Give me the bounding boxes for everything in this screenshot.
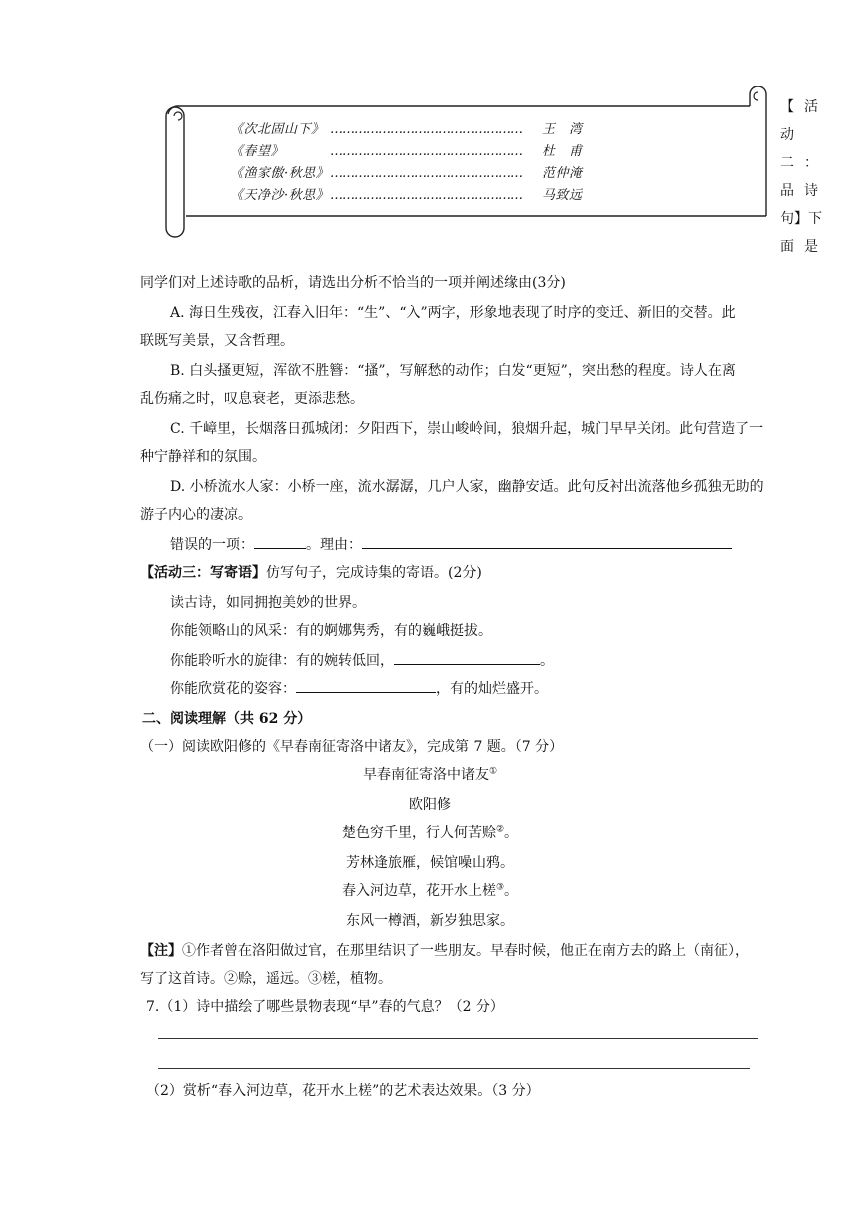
poem-author: 王 湾 [542,122,583,137]
scroll-poem-1 [230,118,583,137]
activity3-heading-text: 仿写句子，完成诗集的寄语。(2分) [266,565,482,581]
poem-author-line: 欧阳修 [409,797,451,813]
side-char: 动 [780,127,794,143]
poem-title-line [0,764,860,784]
activity3-heading [140,562,482,582]
option-d-line1: D. 小桥流水人家：小桥一座，流水潺潺，几户人家，幽静安适。此句反衬出流落他乡孤独无助的 [170,479,764,495]
side-char: 是 [804,239,818,255]
reason-answer-blank[interactable] [362,534,732,549]
line4-text: 你能欣赏花的姿容： [170,681,296,697]
scroll-poem-4 [230,184,583,203]
scroll-poem-3 [230,162,583,181]
answer-line-2[interactable] [158,1068,750,1069]
wrong-answer-row [170,534,732,554]
line3-end: 。 [540,653,554,669]
activity2-side-col2 [794,96,822,258]
poem-title: 《次北固山下》 [230,122,325,137]
side-char: 活 [804,99,818,115]
side-char: 面 [780,239,794,255]
activity3-line2: 你能领略山的风采：有的婀娜隽秀，有的巍峨挺拔。 [170,623,492,639]
poem-author: 杜 甫 [542,144,583,159]
poem-dots: ………………………………………… [330,144,522,159]
reason-label: 。理由： [306,537,362,553]
question-7-2: （2）赏析“春入河边草，花开水上槎”的艺术表达效果。（3 分） [146,1083,540,1099]
note-line1 [140,940,749,960]
poem-author: 范仲淹 [542,166,583,181]
activity3-line4 [170,678,548,698]
poem-line-2: 芳林逢旅雁，候馆噪山鸦。 [346,855,514,871]
note-text: ①作者曾在洛阳做过官，在那里结识了一些朋友。早春时候，他正在南方去的路上（南征）， [182,943,749,959]
line3-blank[interactable] [394,650,540,665]
poem-line-3 [0,880,860,900]
option-a-line2: 联既写美景，又含哲理。 [140,333,294,349]
wrong-label: 错误的一项： [170,537,254,553]
option-c-line1: C. 千嶂里，长烟落日孤城闭：夕阳西下，崇山峻岭间，狼烟升起，城门早早关闭。此句营造了一 [170,421,764,437]
option-b-line1: B. 白头搔更短，浑欲不胜簪：“搔”，写解愁的动作；白发“更短”，突出愁的程度。诗人在离 [170,363,736,379]
footnote-marker: ① [488,766,498,777]
footnote-marker: ③ [495,882,505,893]
poem-author: 马致远 [542,188,583,203]
activity2-side-col1 [780,96,794,258]
poem-text: 楚色穷千里，行人何苦赊 [341,825,496,841]
wrong-answer-blank[interactable] [254,534,306,549]
side-char: 二 [780,155,794,171]
poem-line-1 [0,822,860,842]
side-char: 】下 [794,211,822,227]
option-a-line1: A. 海日生残夜，江春入旧年：“生”、“入”两字，形象地表现了时序的变迁、新旧的交替。此 [170,305,736,321]
poem-dots: ………………………………………… [330,122,522,137]
section2-heading: 二、阅读理解（共 62 分） [142,711,312,727]
poem-dots: ………………………………………… [330,166,522,181]
activity2-intro: 同学们对上述诗歌的品析，请选出分析不恰当的一项并阐述缘由(3分) [140,275,566,291]
poem-dots: ………………………………………… [330,188,522,203]
poem-line-4: 东风一樽酒，新岁独思家。 [346,913,514,929]
poem-text: 春入河边草，花开水上槎 [341,883,496,899]
answer-line-1[interactable] [158,1038,758,1039]
poem-main-title: 早春南征寄洛中诸友 [362,767,489,783]
poem-punct: 。 [504,883,519,899]
side-char: 句 [780,211,794,227]
side-char: 【 [780,99,794,115]
poem-title: 《渔家傲·秋思》 [230,166,330,181]
side-char [804,124,822,146]
poem-title: 《春望》 [230,144,285,159]
note-line2: 写了这首诗。②赊，遥远。③槎，植物。 [140,971,392,987]
side-char: ： [804,155,818,171]
side-char: 品 [780,183,794,199]
scroll-poem-2 [230,140,583,159]
line4-end: ，有的灿烂盛开。 [436,681,548,697]
side-char: 诗 [804,183,818,199]
line3-text: 你能聆听水的旋律：有的婉转低回， [170,653,394,669]
option-d-line2: 游子内心的凄凉。 [140,507,252,523]
footnote-marker: ② [495,824,505,835]
activity3-line3 [170,650,554,670]
question-7-1: 7.（1）诗中描绘了哪些景物表现“早”春的气息？（2 分） [146,999,504,1015]
activity3-heading-bracket: 【活动三：写寄语】 [140,565,266,581]
option-b-line2: 乱伤痛之时，叹息衰老，更添悲愁。 [140,391,364,407]
poem-punct: 。 [504,825,519,841]
poem-title: 《天净沙·秋思》 [230,188,330,203]
option-c-line2: 种宁静祥和的氛围。 [140,449,266,465]
section2-sub1: （一）阅读欧阳修的《早春南征寄洛中诸友》，完成第 7 题。（7 分） [140,739,564,755]
note-label: 【注】 [140,943,182,959]
line4-blank[interactable] [296,678,436,693]
activity3-line1: 读古诗，如同拥抱美妙的世界。 [170,595,366,611]
